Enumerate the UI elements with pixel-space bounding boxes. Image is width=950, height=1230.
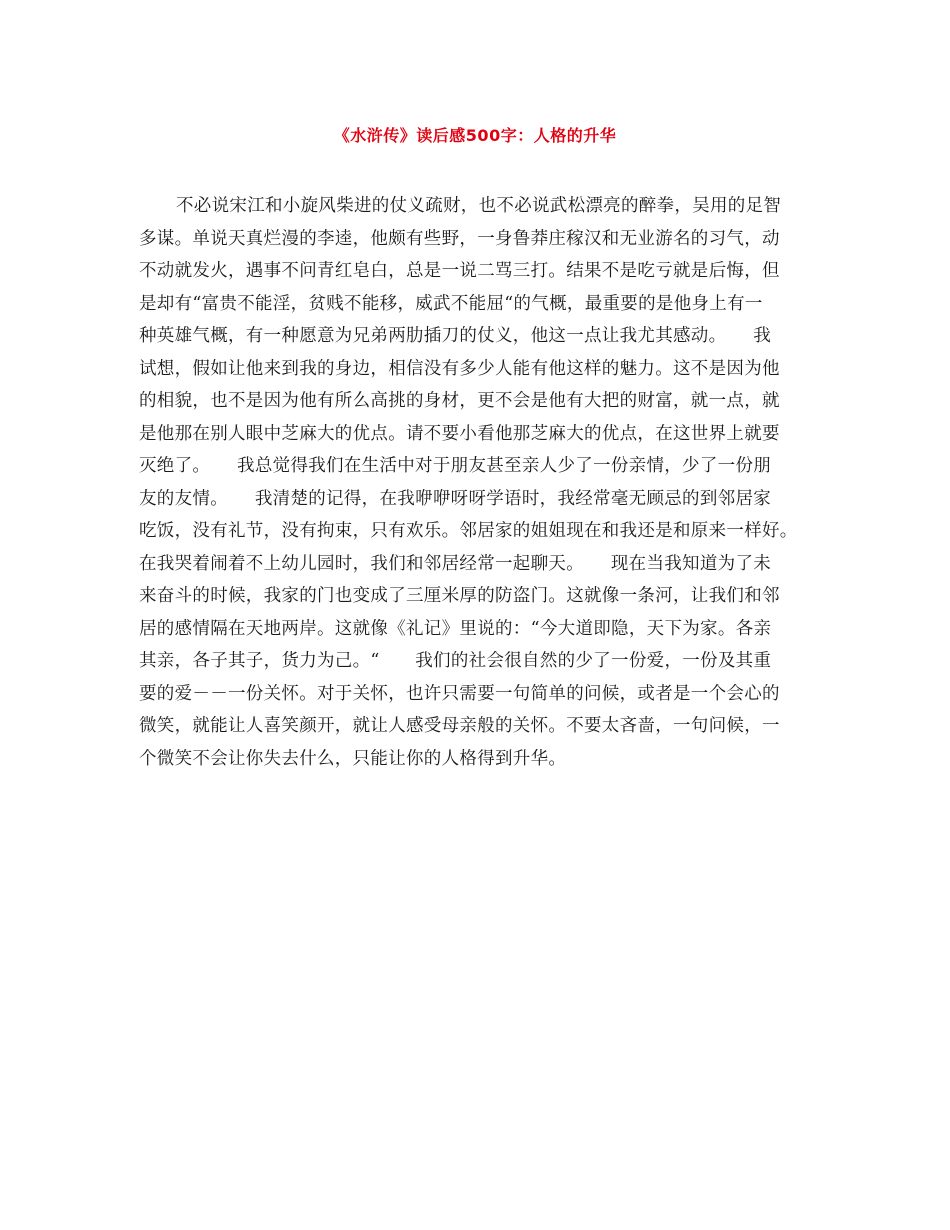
text-line: 灭绝了。 我总觉得我们在生活中对于朋友甚至亲人少了一份亲情，少了一份朋 — [139, 456, 772, 476]
text-line: 的相貌，也不是因为他有所么高挑的身材，更不会是他有大把的财富，就一点，就 — [139, 391, 780, 411]
page-title: 《水浒传》读后感500字：人格的升华 — [333, 126, 617, 145]
text-line: 微笑，就能让人喜笑颜开，就让人感受母亲般的关怀。不要太吝啬，一句问候，一 — [139, 716, 780, 736]
text-line: 友的友情。 我清楚的记得，在我咿咿呀呀学语时，我经常毫无顾忌的到邻居家 — [139, 488, 772, 509]
text-line: 其亲，各子其子，货力为己。“ 我们的社会很自然的少了一份爱，一份及其重 — [139, 651, 772, 671]
text-line: 在我哭着闹着不上幼儿园时，我们和邻居经常一起聊天。 现在当我知道为了未 — [139, 553, 772, 574]
text-line: 多谋。单说天真烂漫的李逵，他颇有些野，一身鲁莽庄稼汉和无业游名的习气，动 — [139, 228, 780, 249]
text-line: 是却有“富贵不能淫，贫贱不能移，威武不能屈“的气概，最重要的是他身上有一 — [139, 293, 763, 314]
text-line: 个微笑不会让你失去什么，只能让你的人格得到升华。 — [139, 748, 567, 769]
text-line: 是他那在别人眼中芝麻大的优点。请不要小看他那芝麻大的优点，在这世界上就要 — [139, 423, 780, 444]
text-line: 吃饭，没有礼节，没有拘束，只有欢乐。邻居家的姐姐现在和我还是和原来一样好。 — [139, 521, 798, 541]
text-line: 不动就发火，遇事不问青红皂白，总是一说二骂三打。结果不是吃亏就是后悔，但 — [139, 261, 780, 281]
text-line: 来奋斗的时候，我家的门也变成了三厘米厚的防盗门。这就像一条河，让我们和邻 — [139, 586, 780, 606]
text-line: 不必说宋江和小旋风柴进的仗义疏财，也不必说武松漂亮的醉拳，吴用的足智 — [176, 196, 782, 216]
essay-body — [139, 190, 819, 775]
text-line: 种英雄气概，有一种愿意为兄弟两肋插刀的仗义，他这一点让我尤其感动。 我 — [139, 326, 772, 346]
text-line: 居的感情隔在天地两岸。这就像《礼记》里说的：“今大道即隐，天下为家。各亲 — [139, 618, 772, 639]
text-line: 试想，假如让他来到我的身边，相信没有多少人能有他这样的魅力。这不是因为他 — [139, 358, 780, 379]
text-line: 要的爱－－一份关怀。对于关怀，也许只需要一句简单的问候，或者是一个会心的 — [139, 683, 780, 704]
